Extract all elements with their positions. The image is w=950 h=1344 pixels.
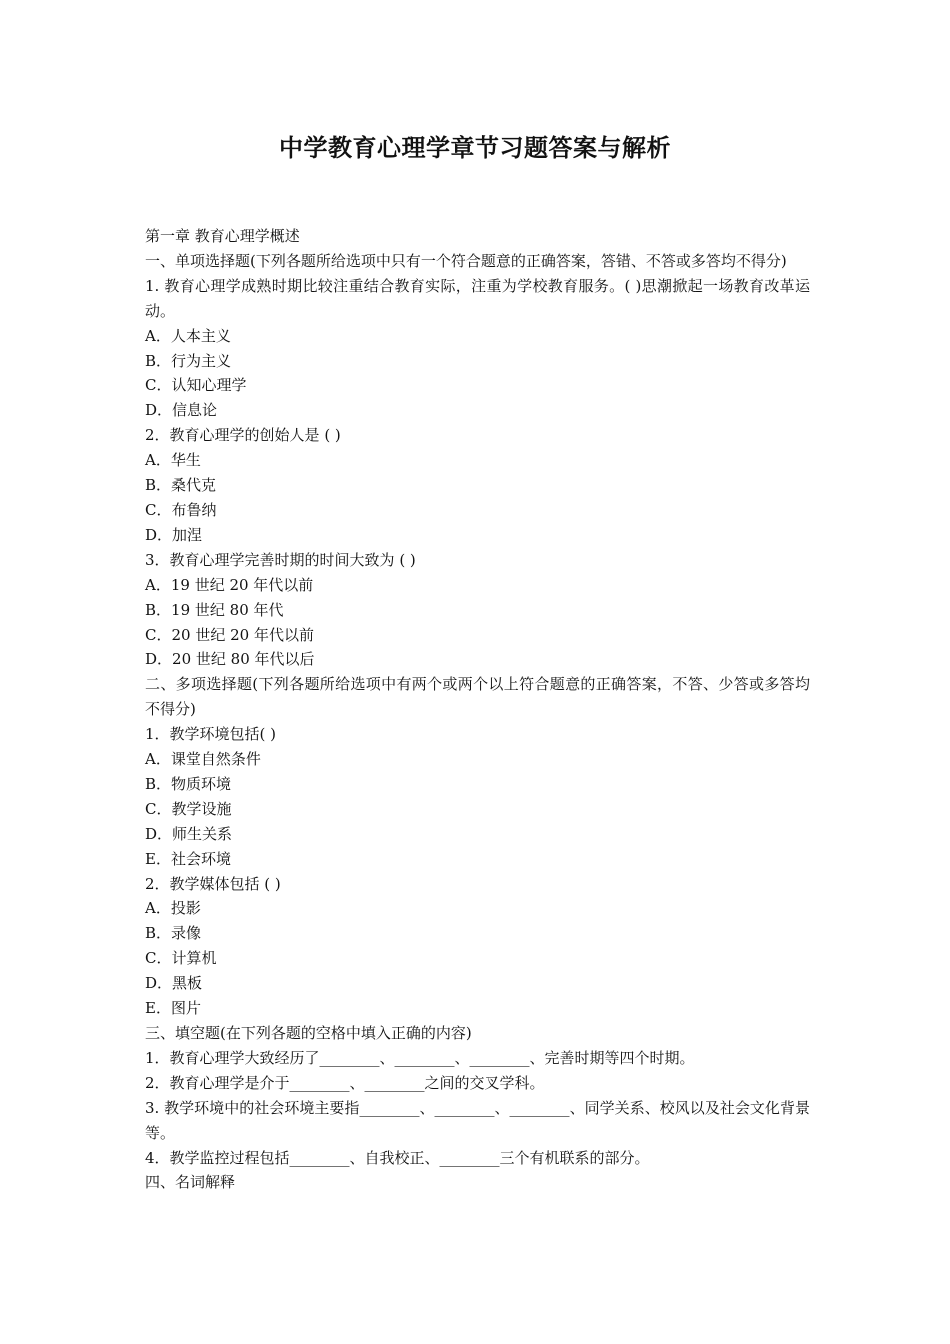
question-text: 2．教学媒体包括 ( ) bbox=[145, 874, 281, 893]
answer-option: D．信息论 bbox=[145, 401, 218, 420]
answer-option: B．19 世纪 80 年代 bbox=[145, 600, 284, 619]
question-text: 1．教育心理学大致经历了________、________、________、完善时期等四个时期。 bbox=[145, 1048, 695, 1067]
question-text: 2．教育心理学是介于________、________之间的交叉学科。 bbox=[145, 1073, 545, 1092]
answer-option: D．师生关系 bbox=[145, 824, 233, 843]
answer-option: E．社会环境 bbox=[145, 849, 231, 868]
answer-option: A．19 世纪 20 年代以前 bbox=[145, 575, 314, 594]
chapter-heading: 第一章 教育心理学概述 bbox=[145, 227, 300, 245]
answer-option: C．计算机 bbox=[145, 949, 217, 968]
answer-option: A．华生 bbox=[145, 451, 201, 470]
question-text: 4．教学监控过程包括________、自我校正、________三个有机联系的部分。 bbox=[145, 1148, 650, 1167]
answer-option: C．20 世纪 20 年代以前 bbox=[145, 625, 314, 644]
question-text: 2．教育心理学的创始人是 ( ) bbox=[145, 426, 341, 445]
answer-option: B．桑代克 bbox=[145, 476, 217, 495]
section-heading-single-choice: 一、单项选择题(下列各题所给选项中只有一个符合题意的正确答案，答错、不答或多答均不得分) bbox=[145, 251, 787, 270]
question-text: 3. 教学环境中的社会环境主要指________、________、________、同学关系、校风以及社会文化背景等。 bbox=[145, 1098, 810, 1142]
answer-option: B．物质环境 bbox=[145, 774, 232, 793]
answer-option: B．行为主义 bbox=[145, 351, 232, 370]
answer-option: E．图片 bbox=[145, 999, 201, 1018]
document-body bbox=[145, 224, 810, 1195]
answer-option: A．投影 bbox=[145, 899, 201, 918]
answer-option: B．录像 bbox=[145, 924, 202, 943]
answer-option: C．布鲁纳 bbox=[145, 500, 217, 519]
section-heading-fill-in: 三、填空题(在下列各题的空格中填入正确的内容) bbox=[145, 1024, 472, 1042]
answer-option: D．黑板 bbox=[145, 974, 203, 993]
section-heading-term-definition: 四、名词解释 bbox=[145, 1173, 236, 1192]
answer-option: D．加涅 bbox=[145, 525, 203, 544]
document-title: 中学教育心理学章节习题答案与解析 bbox=[279, 133, 671, 162]
question-text: 1. 教育心理学成熟时期比较注重结合教育实际，注重为学校教育服务。( )思潮掀起一场教育改革运动。 bbox=[145, 276, 810, 320]
question-text: 1．教学环境包括( ) bbox=[145, 725, 277, 744]
answer-option: A．课堂自然条件 bbox=[145, 750, 261, 769]
answer-option: C．教学设施 bbox=[145, 799, 232, 818]
section-heading-multiple-choice: 二、多项选择题(下列各题所给选项中有两个或两个以上符合题意的正确答案，不答、少答或多答均不得分) bbox=[145, 675, 810, 719]
answer-option: C．认知心理学 bbox=[145, 376, 247, 395]
question-text: 3．教育心理学完善时期的时间大致为 ( ) bbox=[145, 550, 416, 569]
answer-option: A．人本主义 bbox=[145, 326, 231, 345]
answer-option: D．20 世纪 80 年代以后 bbox=[145, 650, 315, 669]
